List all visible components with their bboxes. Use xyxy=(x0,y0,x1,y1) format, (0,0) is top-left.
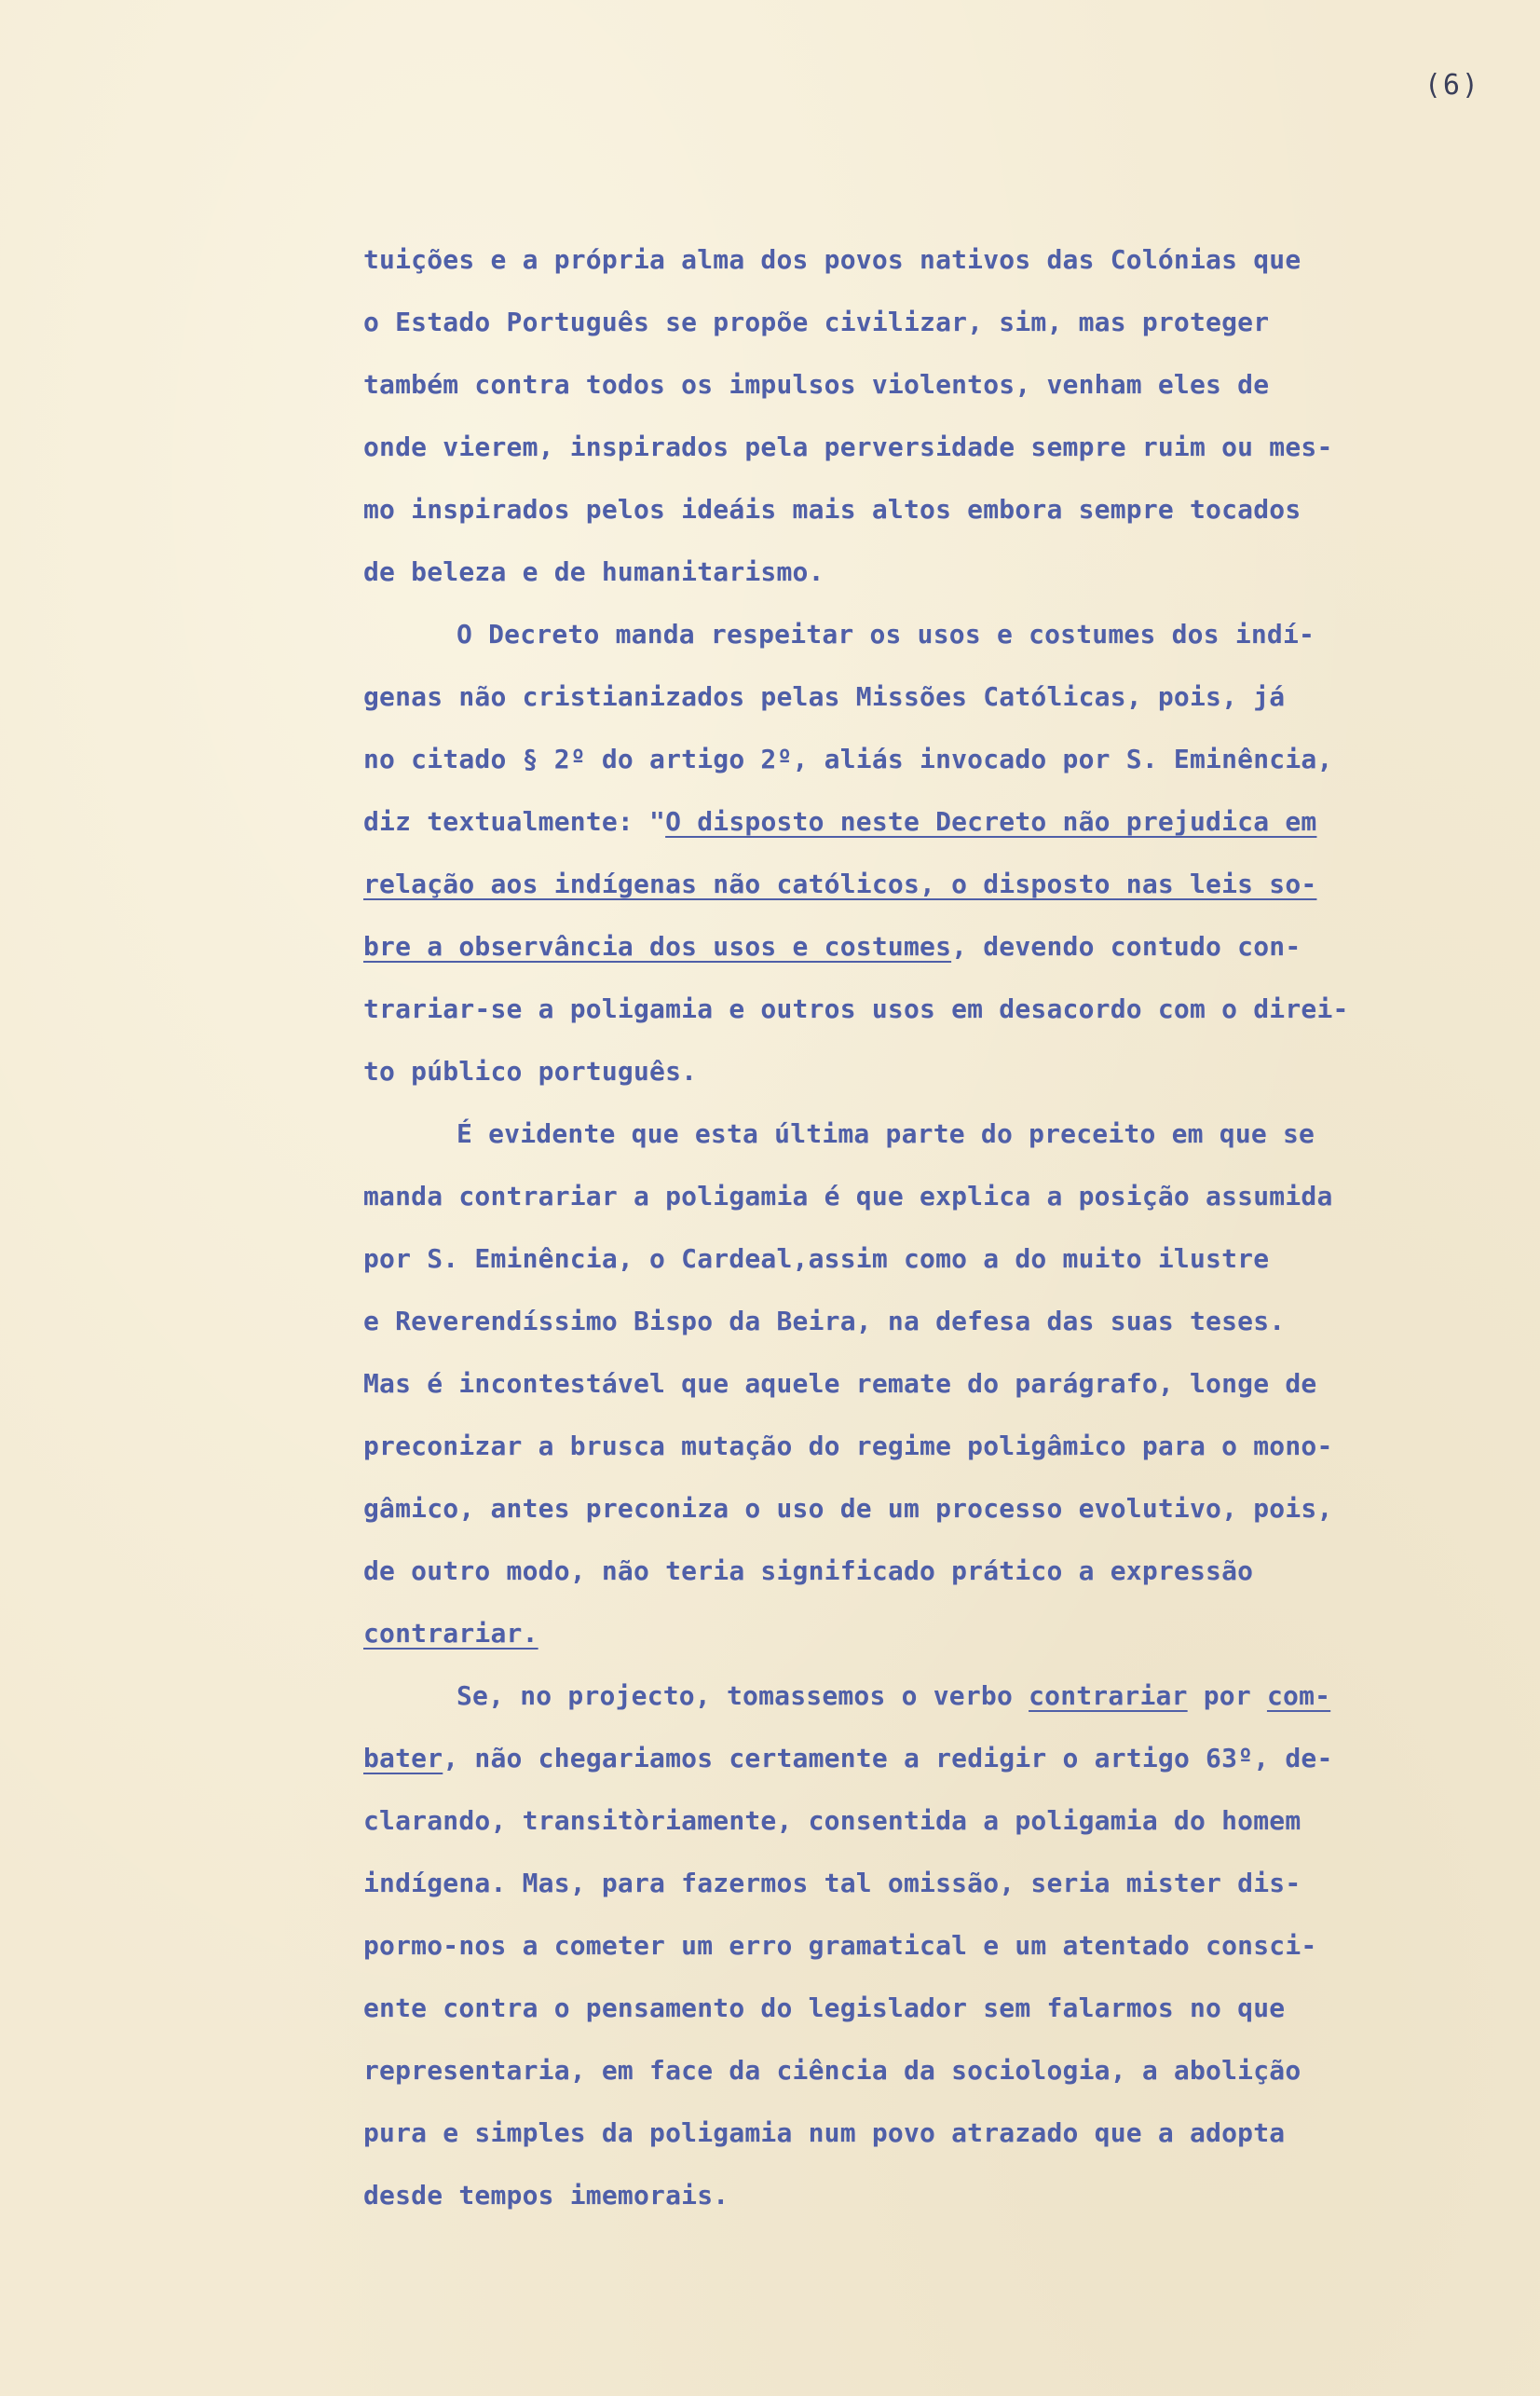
text-segment: preconizar a brusca mutação do regime poligâmico para o mono- xyxy=(363,1431,1333,1461)
text-segment: trariar-se a poligamia e outros usos em desacordo com o direi- xyxy=(363,993,1349,1024)
text-segment: pura e simples da poligamia num povo atrazado que a adopta xyxy=(363,2117,1286,2148)
text-line xyxy=(363,853,1505,915)
text-segment: clarando, transitòriamente, consentida a poligamia do homem xyxy=(363,1805,1302,1836)
text-segment: onde vierem, inspirados pela perversidade sempre ruim ou mes- xyxy=(363,431,1333,462)
text-line xyxy=(363,1602,1505,1664)
text-line xyxy=(363,1727,1505,1789)
underlined-text: O disposto neste Decreto não prejudica em xyxy=(665,806,1317,837)
text-line xyxy=(363,915,1505,978)
text-line xyxy=(363,291,1505,353)
text-line xyxy=(363,790,1505,853)
underlined-text: relação aos indígenas não católicos, o disposto nas leis so- xyxy=(363,869,1317,899)
text-segment: , não chegariamos certamente a redigir o artigo 63º, de- xyxy=(443,1743,1333,1773)
text-line xyxy=(363,416,1505,478)
text-segment: tuições e a própria alma dos povos nativos das Colónias que xyxy=(363,244,1302,275)
text-segment: O Decreto manda respeitar os usos e costumes dos indí- xyxy=(457,619,1315,650)
text-segment: Mas é incontestável que aquele remate do parágrafo, longe de xyxy=(363,1368,1317,1399)
text-segment: mo inspirados pelos ideáis mais altos embora sempre tocados xyxy=(363,494,1302,525)
text-line xyxy=(363,1664,1505,1727)
text-segment: manda contrariar a poligamia é que explica a posição assumida xyxy=(363,1181,1333,1212)
text-segment: ente contra o pensamento do legislador sem falarmos no que xyxy=(363,1992,1286,2023)
text-segment: por S. Eminência, o Cardeal,assim como a do muito ilustre xyxy=(363,1243,1270,1274)
text-line xyxy=(363,2039,1505,2102)
text-line xyxy=(363,353,1505,416)
text-line xyxy=(363,2102,1505,2164)
text-line xyxy=(363,1352,1505,1415)
text-segment: , devendo contudo con- xyxy=(951,931,1302,962)
text-segment: pormo-nos a cometer um erro gramatical e um atentado consci- xyxy=(363,1930,1317,1961)
text-segment: representaria, em face da ciência da sociologia, a abolição xyxy=(363,2055,1302,2086)
text-segment: e Reverendíssimo Bispo da Beira, na defesa das suas teses. xyxy=(363,1306,1286,1336)
text-line xyxy=(363,1477,1505,1540)
text-segment: gâmico, antes preconiza o uso de um processo evolutivo, pois, xyxy=(363,1493,1333,1524)
text-line xyxy=(363,1040,1505,1102)
underlined-text: com- xyxy=(1266,1680,1331,1711)
underlined-text: contrariar xyxy=(1029,1680,1188,1711)
text-segment: genas não cristianizados pelas Missões Católicas, pois, já xyxy=(363,681,1286,712)
text-line xyxy=(363,978,1505,1040)
text-line xyxy=(363,1290,1505,1352)
text-segment: o Estado Português se propõe civilizar, sim, mas proteger xyxy=(363,307,1270,337)
text-line xyxy=(363,1415,1505,1477)
text-line xyxy=(363,1852,1505,1914)
text-line xyxy=(363,1165,1505,1227)
text-segment: to público português. xyxy=(363,1056,698,1087)
text-line xyxy=(363,1540,1505,1602)
body-text xyxy=(363,228,1505,2226)
text-segment: de beleza e de humanitarismo. xyxy=(363,556,825,587)
text-line xyxy=(363,1977,1505,2039)
text-line xyxy=(363,1102,1505,1165)
text-segment: Se, no projecto, tomassemos o verbo xyxy=(457,1680,1029,1711)
text-segment: também contra todos os impulsos violentos, venham eles de xyxy=(363,369,1270,400)
text-line xyxy=(363,728,1505,790)
text-line xyxy=(363,228,1505,291)
text-segment: desde tempos imemorais. xyxy=(363,2180,729,2211)
text-line xyxy=(363,1914,1505,1977)
text-line xyxy=(363,2164,1505,2226)
text-segment: indígena. Mas, para fazermos tal omissão, seria mister dis- xyxy=(363,1868,1302,1898)
text-segment: diz textualmente: " xyxy=(363,806,666,837)
text-segment: de outro modo, não teria significado prático a expressão xyxy=(363,1555,1254,1586)
underlined-text: bre a observância dos usos e costumes xyxy=(363,931,952,962)
text-line xyxy=(363,478,1505,541)
text-segment: por xyxy=(1187,1680,1267,1711)
underlined-text: bater xyxy=(363,1743,443,1773)
underlined-text: contrariar. xyxy=(363,1618,538,1649)
text-segment: no citado § 2º do artigo 2º, aliás invocado por S. Eminência, xyxy=(363,744,1333,774)
text-line xyxy=(363,541,1505,603)
text-line xyxy=(363,1227,1505,1290)
text-line xyxy=(363,603,1505,665)
text-line xyxy=(363,1789,1505,1852)
text-segment: É evidente que esta última parte do preceito em que se xyxy=(457,1118,1315,1149)
page-number: (6) xyxy=(1424,69,1480,102)
text-line xyxy=(363,665,1505,728)
